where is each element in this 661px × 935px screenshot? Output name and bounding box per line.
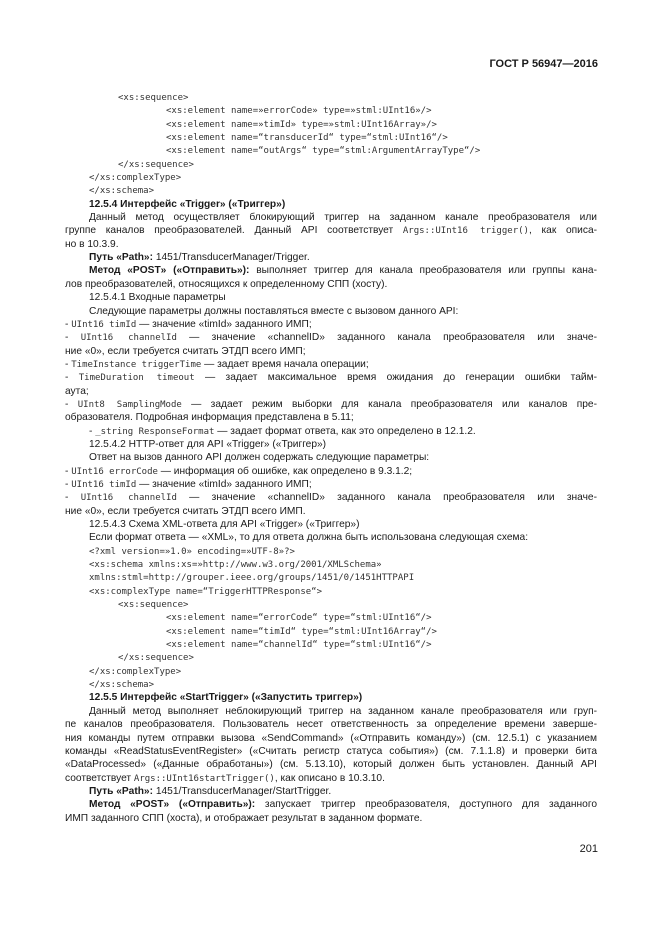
code-span: UInt16 channelId xyxy=(80,333,177,344)
text-line xyxy=(65,812,597,825)
text-span: 12.5.4.3 Схема XML-ответа для API «Trigger» («Триггер») xyxy=(89,519,360,530)
bold-span: Метод «POST» («Отправить»): xyxy=(89,799,265,811)
text-line xyxy=(65,798,597,811)
code-span: <xs:element name=“outArgs“ type=“stml:ArgumentArrayType“/> xyxy=(166,146,481,157)
code-span: <xs:element name=»errorCode» type=»stml:UInt16»/> xyxy=(166,106,432,117)
text-span: Следующие параметры должны поставляться вместе с вызовом данного API: xyxy=(89,305,459,317)
code-span: TimeInstance triggerTime xyxy=(71,359,202,370)
text-span: Ответ на вызов данного API должен содержать следующие параметры: xyxy=(89,452,430,464)
text-span: команды «ReadStatusEventRegister» («Считать регистр статуса события») (см. 7.1.1.8) и проверки бита xyxy=(65,745,597,757)
bold-span: 12.5.5 Интерфейс «StartTrigger» («Запустить триггер») xyxy=(89,692,363,704)
code-span: UInt16 timId xyxy=(71,479,137,490)
text-span: — значение «timId» заданного ИМП; xyxy=(136,318,312,330)
text-line xyxy=(65,358,597,371)
text-line xyxy=(65,144,597,157)
text-span: — задает время начала операции; xyxy=(201,358,369,370)
text-span: — задает максимальное время ожидания до генерации ошибки тайм- xyxy=(194,372,597,384)
text-span: «DataProcessed» («Данные обработаны») (см. 5.13.10), который должен быть установлен. Данный API xyxy=(65,759,597,771)
text-line xyxy=(65,625,597,638)
code-span: UInt16 channelId xyxy=(80,493,177,504)
text-line xyxy=(65,278,597,291)
document-body xyxy=(65,91,597,825)
text-span: - xyxy=(65,318,72,330)
code-span: UInt8 SamplingMode xyxy=(77,399,182,410)
text-span: выполняет триггер для канала преобразователя или группы кана- xyxy=(256,265,597,277)
text-span: Данный метод осуществляет блокирующий триггер на заданном канале преобразователя или xyxy=(89,212,597,224)
text-span: — задает формат ответа, как это определено в 12.1.2. xyxy=(214,425,476,437)
text-line xyxy=(65,558,597,571)
text-span: 1451/TransducerManager/Trigger. xyxy=(155,252,310,264)
code-span: </xs:sequence> xyxy=(118,159,194,170)
code-span: <xs:element name=“channelId“ type=“stml:UInt16“/> xyxy=(166,640,432,651)
code-span: <xs:element name=“transducerId“ type=“stml:UInt16“/> xyxy=(166,133,448,144)
text-line xyxy=(65,705,597,718)
text-span: , как описано в 10.3.10. xyxy=(274,772,385,784)
text-line xyxy=(65,385,597,398)
text-span: - xyxy=(65,465,72,477)
text-span: образователя. Подробная информация представлена в 5.11; xyxy=(65,412,354,424)
bold-span: Путь «Path»: xyxy=(89,252,156,264)
text-line xyxy=(65,345,597,358)
text-line xyxy=(65,545,597,558)
text-line xyxy=(65,745,597,758)
text-line xyxy=(65,678,597,691)
text-line xyxy=(65,171,597,184)
text-line xyxy=(65,691,597,704)
text-span: — задает режим выборки для канала преобразователя или каналов пре- xyxy=(181,398,597,410)
text-line xyxy=(65,585,597,598)
code-span: <xs:schema xmlns:xs=»http://www.w3.org/2001/XMLSchema» xyxy=(89,560,382,571)
text-line xyxy=(65,411,597,424)
bold-span: 12.5.4 Интерфейс «Trigger» («Триггер») xyxy=(89,198,286,210)
text-span: но в 10.3.9. xyxy=(65,238,119,250)
code-span: <xs:sequence> xyxy=(118,600,189,611)
text-line xyxy=(65,598,597,611)
text-line xyxy=(65,571,597,584)
text-span: — значение «timId» заданного ИМП; xyxy=(136,478,312,490)
text-span: - xyxy=(65,478,72,490)
text-line xyxy=(65,104,597,117)
text-line xyxy=(65,305,597,318)
code-span: <xs:element name=“timId“ type=“stml:UInt16Array“/> xyxy=(166,626,437,637)
code-span: <xs:element name=“errorCode“ type=“stml:UInt16“/> xyxy=(166,613,432,624)
text-line xyxy=(65,264,597,277)
text-line xyxy=(65,118,597,131)
text-line xyxy=(65,211,597,224)
text-span: ние «0», если требуется считать ЭТДП всего ИМП. xyxy=(65,505,306,517)
text-line xyxy=(65,425,597,438)
text-line xyxy=(65,438,597,451)
text-line xyxy=(65,465,597,478)
text-span: - xyxy=(89,425,96,437)
code-span: <xs:element name=»timId» type=»stml:UInt16Array»/> xyxy=(166,119,437,130)
code-span: UInt16 errorCode xyxy=(71,466,158,477)
text-span: — значение «channelID» заданного канала преобразователя или значе- xyxy=(176,332,597,344)
text-line xyxy=(65,478,597,491)
code-span: </xs:schema> xyxy=(89,680,155,691)
text-line xyxy=(65,651,597,664)
text-line xyxy=(65,772,597,785)
text-line xyxy=(65,224,597,237)
text-line xyxy=(65,758,597,771)
bold-span: Метод «POST» («Отправить»): xyxy=(89,265,257,277)
code-span: _string ResponseFormat xyxy=(95,426,215,437)
code-span: <xs:sequence> xyxy=(118,93,189,103)
document-header: ГОСТ Р 56947—2016 xyxy=(489,58,598,70)
text-line xyxy=(65,291,597,304)
code-span: </xs:complexType> xyxy=(89,666,182,677)
text-span: ние «0», если требуется считать ЭТДП всего ИМП; xyxy=(65,345,306,357)
text-span: ния команды путем отправки вызова «SendCommand» («Отправить команду») (см. 12.5.1) с указанием xyxy=(65,732,597,744)
text-line xyxy=(65,131,597,144)
code-span: <xs:complexType name=“TriggerHTTPResponse“> xyxy=(89,586,322,597)
text-line xyxy=(65,518,597,531)
text-line xyxy=(65,638,597,651)
text-span: 1451/TransducerManager/StartTrigger. xyxy=(155,785,332,797)
text-span: Если формат ответа — «XML», то для ответа должна быть использована следующая схема: xyxy=(89,532,529,544)
code-span: </xs:sequence> xyxy=(118,653,194,664)
code-span: Args::UInt16 trigger() xyxy=(402,226,529,237)
code-span: <?xml version=»1.0» encoding=»UTF-8»?> xyxy=(89,546,295,557)
code-span: </xs:schema> xyxy=(89,186,155,197)
code-span: xmlns:stml=http://grouper.ieee.org/groups/1451/0/1451HTTPAPI xyxy=(89,573,415,584)
text-span: 12.5.4.2 НТТР-ответ для API «Trigger» («Триггер») xyxy=(89,438,327,450)
code-span: UInt16 timId xyxy=(71,319,137,330)
text-span: - xyxy=(65,372,79,384)
text-line xyxy=(65,398,597,411)
text-line xyxy=(65,505,597,518)
page-number: 201 xyxy=(579,843,598,855)
text-line xyxy=(65,785,597,798)
text-span: - xyxy=(65,398,78,410)
text-line xyxy=(65,611,597,624)
code-span: Args::UInt16startTrigger() xyxy=(133,773,275,784)
code-span: </xs:complexType> xyxy=(89,173,182,184)
text-line xyxy=(65,451,597,464)
text-span: лов преобразователей, относящихся к определенному СПП (хосту). xyxy=(65,278,388,290)
bold-span: Путь «Path»: xyxy=(89,785,156,797)
text-line xyxy=(65,491,597,504)
text-line xyxy=(65,732,597,745)
text-span: , как описа- xyxy=(528,225,597,237)
text-span: — значение «channelID» заданного канала преобразователя или значе- xyxy=(176,492,597,504)
text-line xyxy=(65,665,597,678)
text-line xyxy=(65,371,597,384)
text-line xyxy=(65,158,597,171)
text-line xyxy=(65,91,597,104)
text-span: запускает триггер преобразователя, доступного для заданного xyxy=(264,799,597,811)
text-span: - xyxy=(65,492,81,504)
text-line xyxy=(65,198,597,211)
text-line xyxy=(65,184,597,197)
text-line xyxy=(65,531,597,544)
text-span: группе каналов преобразователей. Данный API соответствует xyxy=(65,225,403,237)
text-span: Данный метод выполняет неблокирующий триггер на заданном канале преобразователя или груп- xyxy=(89,705,597,717)
text-span: - xyxy=(65,358,72,370)
text-line xyxy=(65,251,597,264)
text-span: — информация об ошибке, как определено в 9.3.1.2; xyxy=(157,465,413,477)
text-span: соответствует xyxy=(65,772,134,784)
text-span: ИМП заданного СПП (хоста), и отображает результат в заданном формате. xyxy=(65,812,423,824)
text-line xyxy=(65,718,597,731)
text-span: аута; xyxy=(65,385,89,397)
text-line xyxy=(65,238,597,251)
text-span: - xyxy=(65,332,81,344)
text-span: 12.5.4.1 Входные параметры xyxy=(89,292,226,304)
text-line xyxy=(65,318,597,331)
code-span: TimeDuration timeout xyxy=(78,373,195,384)
text-span: пе каналов преобразователя. Пользователь несет ответственность за определение времени заверше- xyxy=(65,719,597,731)
text-line xyxy=(65,331,597,344)
